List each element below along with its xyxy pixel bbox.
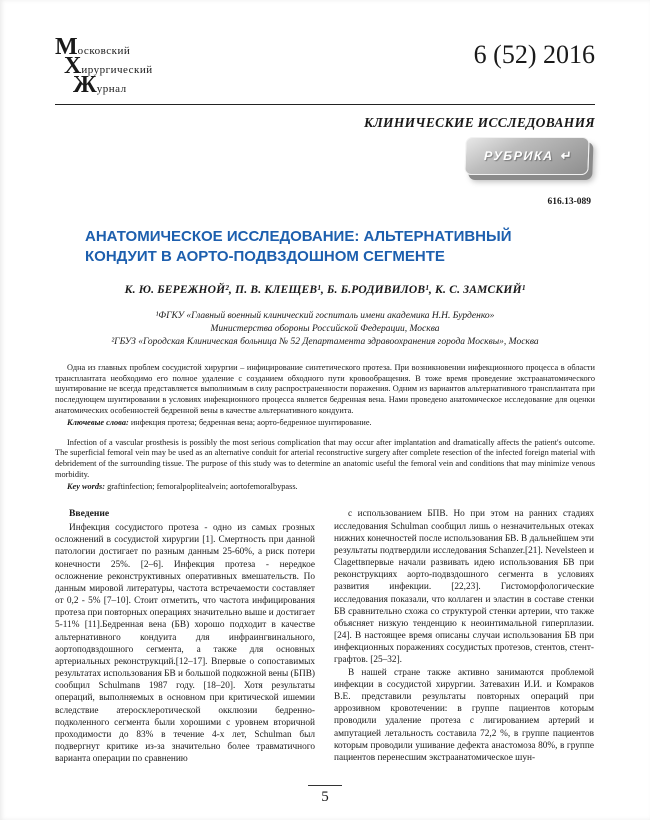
page-header: [55, 36, 595, 96]
left-column-paragraph: Инфекция сосудистого протеза - одно из самых грозных осложнений в сосудистой хирургии [1]. Смертность при данной патологии достигает по разным данным 25-60%, а риск потери конечности 25%. [2–6]. Инфекция протеза - нередкое осложнение реконструктивных оперативных вмешательств. По данным мировой литературы, частота встречаемости составляет от 0,2 - 5% [7–10]. Стоит отметить, что частота инфицирования протеза при повторных операциях значительно выше и достигает 5-11% [11].Бедренная вена (БВ) хорошо подходит в качестве альтернативного кондуита для инфраингвинального, аортоподвздошного сегмента, а также для основных артериальных реконструкций.[12–17]. Впервые о сопоставимых результатах использования БВ и большой подкожной вены (БПВ) сообщил Schulmanв 1987 году. [18–20]. Хотя результаты операций, выполняемых в основном при критической ишемии вследствие атеросклеротической окклюзии бедренно-подколенного сегмента были хорошими с уровнем вторичной проходимости до 83% в течение 4-х лет, Schulman был подвергнут критике из-за значительно более травматичного варианта операции по сравнению: [55, 522, 315, 765]
page-number: 5: [321, 789, 329, 805]
logo-initial-zh: Ж: [73, 71, 97, 98]
page-footer: [0, 785, 650, 806]
body-columns: [55, 508, 595, 765]
abstract-russian: [55, 363, 595, 417]
keywords-russian: [55, 418, 595, 429]
affiliations: [55, 310, 595, 348]
right-column-paragraph-2: В нашей стране также активно занимаются проблемой инфекции в сосудистой хирургии. Затевахин И.И. и Комраков В.Е. представили результаты повторных операций при аррозивном кровотечении: в группе пациентов которым проводили удаление протеза с лигированием артерий и ампутацией летальность составила 72,2 %, в группе пациентов которым проводили ушивание дефекта анастомоза 80%, в группе пациентов перенесшим экстраанатомическое шун-: [334, 667, 594, 763]
affiliation-1b: Министерства обороны Российской Федерации, Москва: [210, 324, 440, 335]
introduction-heading: Введение: [69, 508, 110, 520]
affiliation-2: ²ГБУЗ «Городская Клиническая больница № 52 Департамента здравоохранения города Москвы», Москва: [111, 337, 539, 348]
abstract-english-text: Infection of a vascular prosthesis is possibly the most serious complication that may occur after implantation and dramatically affects the patient's outcome. The superficial femoral vein may be used as an alternative conduit for arterial reconstructive surgery after complete resection of the infected foreign material with debridement of the surrounding tissue. The purpose of this study was to determine an anatomic useful the femoral vein and conditions that may minimize venous morbidity.: [55, 437, 595, 479]
rubric-key-label: РУБРИКА: [484, 149, 555, 164]
journal-logo: [55, 36, 153, 96]
issue-number: 6 (52) 2016: [473, 40, 595, 69]
right-column-paragraph-1: с использованием БПВ. Но при этом на ранних стадиях исследования Schulman сообщил лишь о незначительных отеках нижних конечностей после использования БВ. В дальнейшем эти результаты подтвердили исследования Schanzer.[21]. Nevelsteen и Clagettвпервые начали развивать идею использования БВ при реконструкциях аорто-подвздошного сегмента в условиях развития инфекции. [22,23]. Гистоморфологические исследования показали, что коллаген и эластин в составе стенки БВ сравнительно схожа со структурой стенки артерии, что также объясняет низкую тенденцию к неоинтимальной гиперплазии. [24]. В настоящее время описаны случаи использования БВ при инфекционных поражениях сосудистых протезов, стентов, стент-графтов. [25–32].: [334, 509, 594, 666]
section-label: КЛИНИЧЕСКИЕ ИССЛЕДОВАНИЯ: [364, 115, 595, 131]
logo-initial-x: Х: [64, 52, 82, 79]
article-title: АНАТОМИЧЕСКОЕ ИССЛЕДОВАНИЕ: АЛЬТЕРНАТИВНЫЙ КОНДУИТ В АОРТО-ПОДВЗДОШНОМ СЕГМЕНТЕ: [85, 228, 512, 265]
logo-word-3: урнал: [96, 82, 127, 95]
rubric-key-badge: [465, 137, 590, 175]
keywords-russian-label: Ключевые слова:: [67, 417, 129, 427]
right-column: [334, 508, 594, 765]
left-column: [55, 508, 315, 765]
authors-line: К. Ю. БЕРЕЖНОЙ², П. В. КЛЕЩЕВ¹, Б. Б.РОДИВИЛОВ¹, К. С. ЗАМСКИЙ¹: [124, 284, 526, 297]
keywords-english-label: Key words:: [67, 481, 106, 491]
logo-word-1: осковский: [77, 45, 131, 57]
logo-initial-m: М: [55, 34, 78, 60]
enter-arrow-icon: ↵: [560, 148, 573, 164]
rubric-row: [55, 137, 589, 175]
keywords-english-text: graftinfection; femoralpoplitealvein; aortofemoralbypass.: [105, 481, 298, 491]
abstract-english: [55, 438, 595, 481]
keywords-russian-text: инфекция протеза; бедренная вена; аорто-бедренное шунтирование.: [128, 417, 372, 427]
keywords-english: [55, 482, 595, 493]
udc-code: 616.13-089: [547, 197, 591, 208]
footer-divider: [308, 785, 342, 786]
affiliation-1: ¹ФГКУ «Главный военный клинический госпиталь имени академика Н.Н. Бурденко»: [155, 311, 495, 322]
header-divider: [55, 104, 595, 105]
abstract-russian-text: Одна из главных проблем сосудистой хирургии – инфицирование синтетического протеза. При возникновении инфекционного процесса в области трансплантата необходимо его полное удаление с созданием обходного пути кровообращения. В тоже время проведение экстраанатомического шунтирование не всегда представляется выполнимым в силу распространенности поражения. Одним из вариантов альтернативного трансплантата при последующем шунтировании в условиях инфекционного процесса является бедренная вена. Нами проведено анатомическое исследование для оценки анатомических особенностей бедренной вены в качестве альтернативного кондуита.: [55, 362, 595, 415]
logo-word-2: ирургический: [81, 63, 153, 76]
